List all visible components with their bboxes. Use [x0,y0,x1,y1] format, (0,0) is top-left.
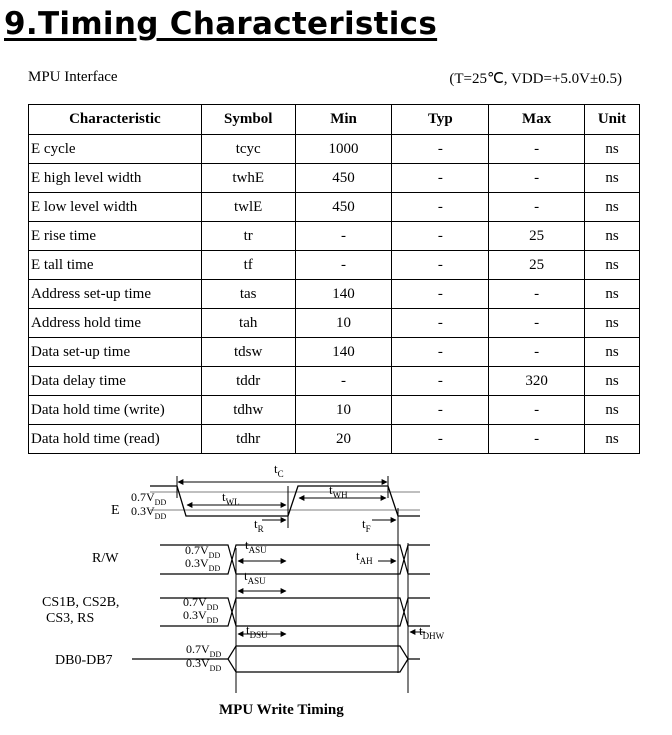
cell-characteristic: Address hold time [29,309,202,338]
cell-characteristic: Address set-up time [29,280,202,309]
cell-typ: - [392,425,489,454]
cell-max: - [489,164,585,193]
cell-unit: ns [585,367,640,396]
svg-text:tASU: $t_{ASU}$ [244,568,266,586]
cell-unit: ns [585,135,640,164]
cell-unit: ns [585,164,640,193]
cell-symbol: tah [201,309,295,338]
cell-typ: - [392,135,489,164]
table-row [29,135,640,164]
cell-characteristic: E low level width [29,193,202,222]
cell-typ: - [392,396,489,425]
cell-unit: ns [585,193,640,222]
cell-min: - [295,222,392,251]
cell-unit: ns [585,338,640,367]
svg-text:tWL: $t_{WL}$ [222,489,240,507]
cell-unit: ns [585,280,640,309]
table-row [29,280,640,309]
cell-max: - [489,396,585,425]
cell-max: - [489,338,585,367]
cell-unit: ns [585,222,640,251]
cell-characteristic: E high level width [29,164,202,193]
signal-db-label: DB0-DB7 [55,653,113,668]
e-waveform [150,486,420,516]
cell-min: 140 [295,280,392,309]
cell-min: 20 [295,425,392,454]
timing-guides [177,476,408,693]
cell-symbol: tas [201,280,295,309]
cell-max: 320 [489,367,585,396]
level-labels-db [186,642,221,673]
cell-typ: - [392,309,489,338]
header-unit: Unit [585,105,640,135]
svg-text:tWH: $t_{WH}$ [329,482,348,500]
svg-text:0.3VDD: $0.3V_{DD}$ [183,608,219,625]
cell-unit: ns [585,425,640,454]
cell-characteristic: E tall time [29,251,202,280]
svg-text:tDSU: $t_{DSU}$ [246,622,268,640]
cell-typ: - [392,222,489,251]
cell-min: 140 [295,338,392,367]
svg-text:tDHW: $t_{DHW}$ [419,623,445,641]
cell-symbol: tdhw [201,396,295,425]
header-symbol: Symbol [201,105,295,135]
signal-cs-label-1: CS1B, CS2B, [42,595,120,610]
svg-text:tAH: $t_{AH}$ [356,548,373,566]
cell-characteristic: E cycle [29,135,202,164]
level-labels-cs [183,595,218,625]
cell-min: - [295,251,392,280]
svg-text:0.3VDD: $0.3V_{DD}$ [185,556,221,573]
header-characteristic: Characteristic [29,105,202,135]
cell-min: 10 [295,396,392,425]
cell-typ: - [392,164,489,193]
conditions-label: (T=25℃, VDD=+5.0V±0.5) [449,71,622,87]
cell-symbol: twhE [201,164,295,193]
cell-characteristic: Data hold time (write) [29,396,202,425]
cell-unit: ns [585,309,640,338]
table-row [29,309,640,338]
interface-label: MPU Interface [28,69,118,85]
cell-characteristic: Data set-up time [29,338,202,367]
table-row [29,222,640,251]
svg-text:0.7VDD: $0.7V_{DD}$ [185,543,221,560]
cell-typ: - [392,193,489,222]
cell-min: 450 [295,193,392,222]
cell-symbol: tdsw [201,338,295,367]
table-row [29,164,640,193]
cell-symbol: tcyc [201,135,295,164]
cell-typ: - [392,280,489,309]
cell-max: - [489,135,585,164]
write-timing-diagram [0,458,672,703]
cell-max: - [489,280,585,309]
cell-min: 10 [295,309,392,338]
cell-symbol: tf [201,251,295,280]
table-row [29,193,640,222]
cell-max: 25 [489,251,585,280]
timing-table [28,104,640,454]
cell-min: 1000 [295,135,392,164]
header-max: Max [489,105,585,135]
signal-e-label: E [111,503,120,518]
cell-characteristic: E rise time [29,222,202,251]
svg-text:0.3VDD: $0.3V_{DD}$ [186,656,222,673]
svg-text:tASU: $t_{ASU}$ [245,537,267,555]
header-min: Min [295,105,392,135]
header-typ: Typ [392,105,489,135]
cell-max: - [489,309,585,338]
signal-rw-label: R/W [92,551,119,566]
cell-characteristic: Data delay time [29,367,202,396]
svg-text:tR: $t_R$ [254,516,264,534]
cell-symbol: twlE [201,193,295,222]
cell-typ: - [392,338,489,367]
cell-typ: - [392,251,489,280]
svg-text:tF: $t_F$ [362,516,371,534]
table-header-row [29,105,640,135]
section-title: 9.Timing Characteristics [4,6,438,42]
cell-min: - [295,367,392,396]
cell-typ: - [392,367,489,396]
db-waveform [132,646,420,672]
cell-unit: ns [585,251,640,280]
timing-labels [222,461,445,641]
level-labels-rw [185,543,220,573]
signal-cs-label-2: CS3, RS [46,611,95,626]
cell-unit: ns [585,396,640,425]
cell-symbol: tr [201,222,295,251]
table-row [29,396,640,425]
cell-symbol: tddr [201,367,295,396]
table-row [29,251,640,280]
svg-text:0.7VDD: $0.7V_{DD}$ [186,642,222,659]
cell-max: - [489,425,585,454]
cell-max: 25 [489,222,585,251]
cell-max: - [489,193,585,222]
table-row [29,338,640,367]
svg-text:0.7VDD: $0.7V_{DD}$ [131,490,167,507]
svg-text:0.7VDD: $0.7V_{DD}$ [183,595,219,612]
svg-text:0.3VDD: $0.3V_{DD}$ [131,504,167,521]
table-row [29,425,640,454]
level-labels-e [131,490,166,521]
svg-text:tC: $t_C$ [274,461,284,479]
diagram-caption: MPU Write Timing [219,702,344,718]
cell-min: 450 [295,164,392,193]
cell-characteristic: Data hold time (read) [29,425,202,454]
cell-symbol: tdhr [201,425,295,454]
table-row [29,367,640,396]
